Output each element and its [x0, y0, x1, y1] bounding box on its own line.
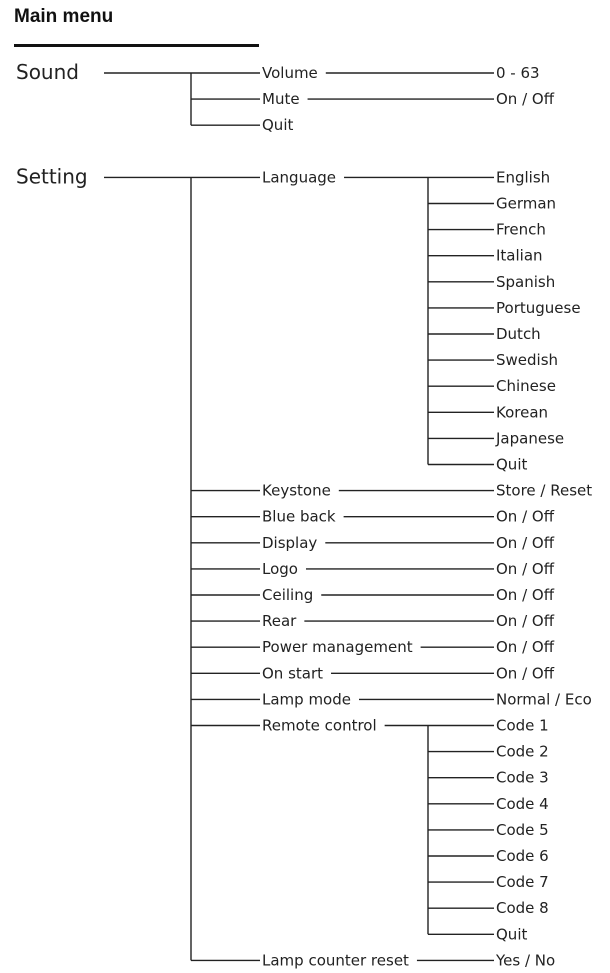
- submenu-option: French: [496, 220, 546, 239]
- submenu-option: Code 3: [496, 768, 549, 787]
- menu-item-label: Lamp counter reset: [262, 951, 409, 970]
- submenu-option: Code 7: [496, 873, 549, 892]
- submenu-option: Quit: [496, 925, 528, 944]
- submenu-option: Spanish: [496, 272, 556, 291]
- submenu-option: English: [496, 168, 551, 187]
- submenu-option: Code 1: [496, 716, 549, 735]
- submenu-option: Code 8: [496, 899, 549, 918]
- menu-item-value: Normal / Eco: [496, 690, 592, 709]
- submenu-option: Code 5: [496, 820, 549, 839]
- root-label: Sound: [16, 60, 79, 84]
- menu-item-label: Mute: [262, 90, 300, 109]
- menu-item-label: Lamp mode: [262, 690, 351, 709]
- menu-item-label: Display: [262, 533, 318, 552]
- menu-item-label: Keystone: [262, 481, 331, 500]
- submenu-option: Code 4: [496, 794, 549, 813]
- submenu-option: Swedish: [496, 351, 559, 370]
- menu-item-label: Blue back: [262, 507, 336, 526]
- menu-item-label: Rear: [262, 612, 297, 631]
- menu-item-label: Remote control: [262, 716, 377, 735]
- submenu-option: Portuguese: [496, 298, 581, 317]
- submenu-option: Quit: [496, 455, 528, 474]
- menu-item-label: Ceiling: [262, 586, 314, 604]
- submenu-option: Chinese: [496, 377, 556, 396]
- submenu-option: Italian: [496, 246, 543, 265]
- menu-item-value: On / Off: [496, 533, 555, 552]
- menu-item-label: Power management: [262, 638, 413, 657]
- menu-item-value: On / Off: [496, 638, 555, 657]
- menu-item-value: On / Off: [496, 664, 555, 683]
- menu-item-value: On / Off: [496, 507, 555, 526]
- submenu-option: Korean: [496, 403, 549, 422]
- submenu-option: Japanese: [496, 429, 565, 448]
- menu-title: Main menu: [14, 6, 114, 27]
- menu-item-value: On / Off: [496, 90, 555, 109]
- menu-item-label: Logo: [262, 559, 298, 578]
- menu-item-value: Store / Reset: [496, 481, 593, 500]
- menu-item-value: On / Off: [496, 559, 555, 578]
- menu-item-label: Language: [262, 168, 337, 187]
- submenu-option: Code 2: [496, 742, 549, 761]
- menu-item-value: 0 - 63: [496, 64, 540, 82]
- submenu-option: Code 6: [496, 847, 549, 865]
- menu-item-label: On start: [262, 664, 324, 683]
- submenu-option: German: [496, 194, 557, 213]
- menu-item-value: Yes / No: [496, 951, 556, 970]
- submenu-option: Dutch: [496, 325, 541, 343]
- root-label: Setting: [16, 164, 88, 189]
- menu-item-label: Quit: [262, 116, 294, 135]
- menu-item-value: On / Off: [496, 612, 555, 631]
- menu-item-label: Volume: [262, 64, 318, 82]
- menu-item-value: On / Off: [496, 586, 555, 604]
